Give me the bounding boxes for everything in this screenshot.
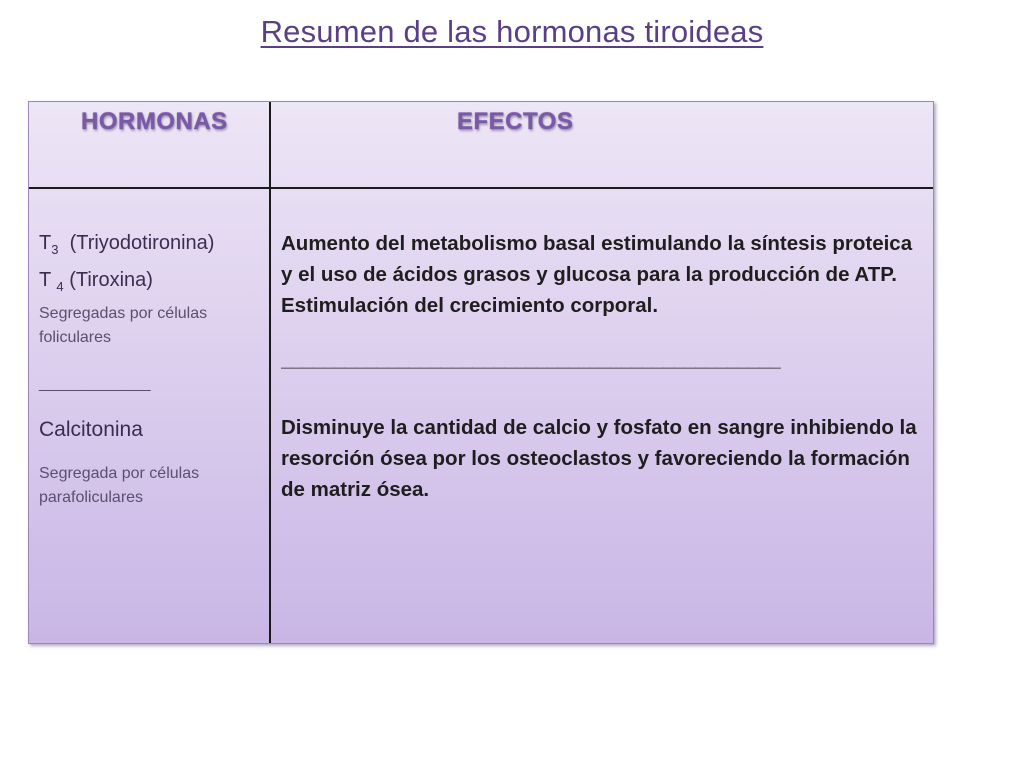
t3-prefix: T — [39, 232, 52, 254]
effect-calcitonina: Disminuye la cantidad de calcio y fosfato en sangre inhibiendo la resorción ósea por los osteoclastos y favoreciendo la formación de matriz ósea. — [281, 416, 917, 501]
header-divider — [29, 187, 933, 189]
header-hormonas: HORMONAS — [81, 108, 228, 135]
calcitonina-source: Segregada por células parafoliculares — [39, 465, 200, 506]
hormone-calcitonina: Calcitonina — [39, 418, 143, 441]
effect-t3-t4: Aumento del metabolismo basal estimulando la síntesis proteica y el uso de ácidos grasos y glucosa para la producción de ATP. Estimulación del crecimiento corporal. — [281, 232, 913, 317]
page-title: Resumen de las hormonas tiroideas — [260, 14, 764, 49]
hormones-column — [39, 228, 267, 510]
effects-column — [281, 228, 925, 505]
right-separator: _______________________________________________ — [281, 349, 781, 371]
t4-name: (Tiroxina) — [63, 269, 153, 291]
t4-prefix: T — [39, 269, 57, 291]
left-separator: ______________ — [39, 375, 150, 392]
hormone-t4 — [39, 265, 267, 302]
t3-t4-source: Segregadas por células foliculares — [39, 305, 208, 346]
t4-subscript: 4 — [56, 279, 64, 294]
header-efectos: EFECTOS — [457, 108, 574, 135]
hormone-t3 — [39, 228, 267, 265]
column-divider — [269, 102, 271, 643]
hormones-table — [28, 101, 934, 644]
t3-name: (Triyodotironina) — [58, 232, 215, 254]
t3-subscript: 3 — [51, 242, 59, 257]
